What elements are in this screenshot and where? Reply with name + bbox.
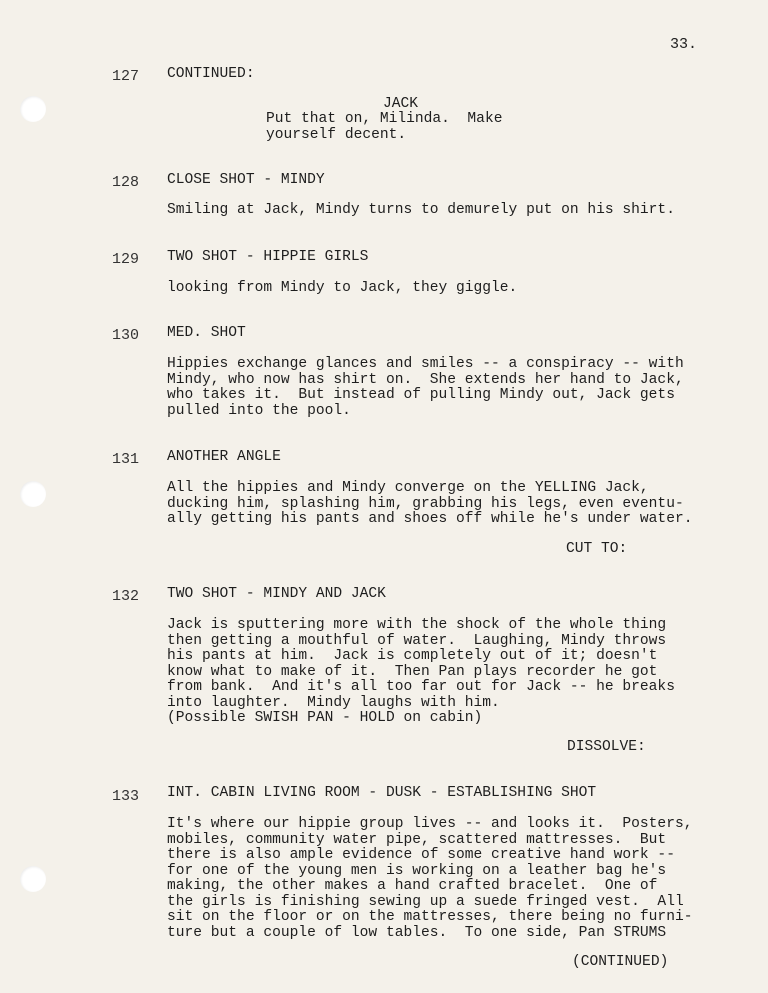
scene-heading-131: ANOTHER ANGLE: [167, 449, 281, 465]
scene-heading-133: INT. CABIN LIVING ROOM - DUSK - ESTABLISHING SHOT: [167, 785, 597, 801]
scene-number-133: 133: [112, 788, 140, 805]
transition-cut-to: CUT TO:: [566, 541, 628, 557]
action-132: Jack is sputtering more with the shock of the whole thing then getting a mouthful of water. Laughing, Mindy throws his pants at him. Jack is completely out of it; doesn't know what to make of it. Then Pan plays recorder he got from bank. And it's all too far out for Jack -- he breaks into laughter. Mindy laughs with him. (Possible SWISH PAN - HOLD on cabin): [167, 617, 675, 726]
character-name: JACK: [383, 96, 419, 112]
scene-heading-129: TWO SHOT - HIPPIE GIRLS: [167, 249, 369, 265]
action-133: It's where our hippie group lives -- and looks it. Posters, mobiles, community water pipe, scattered mattresses. But there is also ample evidence of some creative hand work -- for one of the young men is working on a leather bag he's making, the other makes a hand crafted bracelet. One of the girls is finishing sewing up a suede fringed vest. All sit on the floor or on the mattresses, there being no furni- ture but a couple of low tables. To one side, Pan STRUMS: [167, 816, 693, 941]
transition-dissolve: DISSOLVE:: [567, 739, 646, 755]
scene-number-129: 129: [112, 251, 140, 268]
action-130: Hippies exchange glances and smiles -- a conspiracy -- with Mindy, who now has shirt on. She extends her hand to Jack, who takes it. But instead of pulling Mindy out, Jack gets pulled into the pool.: [167, 356, 684, 419]
binder-hole-top: [20, 96, 46, 122]
continued-footer: (CONTINUED): [572, 954, 669, 970]
dialogue-line-1: Put that on, Milinda. Make: [266, 111, 503, 127]
dialogue-line-2: yourself decent.: [266, 127, 407, 143]
scene-heading-128: CLOSE SHOT - MINDY: [167, 172, 325, 188]
scene-number-132: 132: [112, 588, 140, 605]
action-129: looking from Mindy to Jack, they giggle.: [167, 280, 518, 296]
scene-number-131: 131: [112, 451, 140, 468]
scene-number-127: 127: [112, 68, 140, 85]
scene-heading-130: MED. SHOT: [167, 325, 246, 341]
scene-number-130: 130: [112, 327, 140, 344]
action-128: Smiling at Jack, Mindy turns to demurely put on his shirt.: [167, 202, 675, 218]
scene-number-128: 128: [112, 174, 140, 191]
scene-heading-132: TWO SHOT - MINDY AND JACK: [167, 586, 386, 602]
binder-hole-bottom: [20, 866, 46, 892]
binder-hole-middle: [20, 481, 46, 507]
page-number: 33.: [670, 36, 698, 53]
action-131: All the hippies and Mindy converge on the YELLING Jack, ducking him, splashing him, grabbing his legs, even eventu- ally getting his pants and shoes off while he's under water.: [167, 480, 693, 527]
scene-heading-127: CONTINUED:: [167, 66, 255, 82]
